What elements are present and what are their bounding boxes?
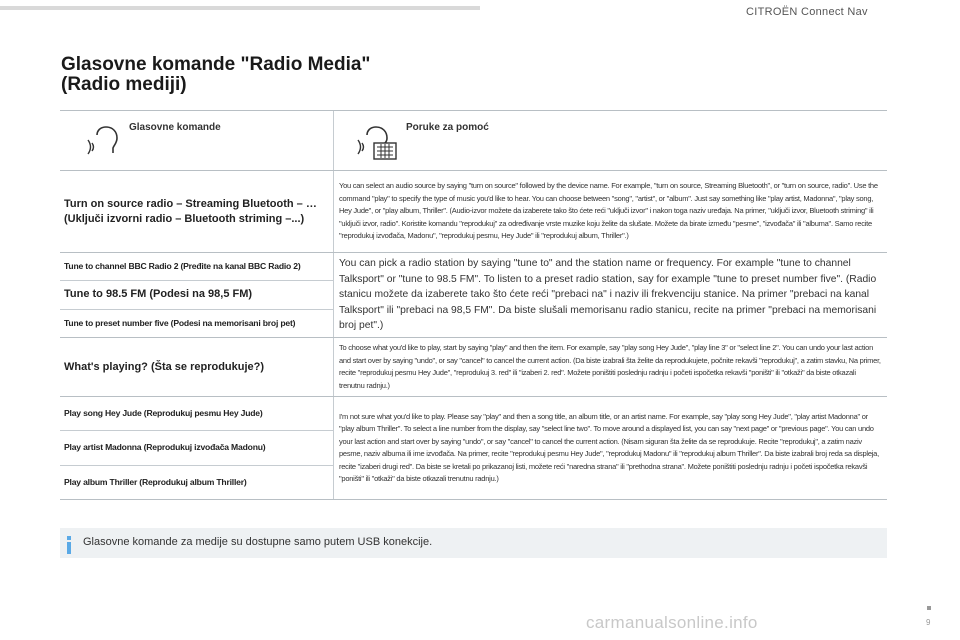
- command-play-song: Play song Hey Jude (Reprodukuj pesmu Hey Jude): [64, 408, 263, 419]
- command-whats-playing: What's playing? (Šta se reprodukuje?): [64, 360, 265, 373]
- table-row-tune: [60, 253, 887, 338]
- page-number: 9: [926, 618, 931, 627]
- info-icon: [62, 536, 76, 554]
- usb-note-text: Glasovne komande za medije su dostupne samo putem USB konekcije.: [83, 536, 433, 548]
- table-row-whats-playing: [60, 338, 887, 397]
- help-message-whats-playing: To choose what you'd like to play, start by saying "play" and then the item. For example, say "play song Hey Jude", "play line 3" or "select line 2". You can undo your last action and start over by saying "undo", or say "cancel" to cancel the current action. (Da biste izabrali šta želite da reprodukujete, počnite rekavši "reprodukuj", a zatim stavku, Na primer, recite "reprodukuj pesmu Hey Jude", "reprodukuj 3. red" ili "izaberi 2. red". Možete poništiti poslednju radnju i početi ispočetka rekavši "poništi" ili "otkaži" da biste otkazali trenutnu radnju.): [339, 343, 881, 390]
- command-turn-on-source: Turn on source radio – Streaming Bluetooth – … (Uključi izvorni radio – Bluetooth striming –...): [64, 197, 317, 225]
- header-label-commands: Glasovne komande: [129, 122, 221, 133]
- header-label-messages: Poruke za pomoć: [406, 122, 489, 133]
- voice-commands-table: [60, 110, 887, 500]
- table-row-source: [60, 171, 887, 253]
- table-row-play: [60, 397, 887, 500]
- command-tune-preset: Tune to preset number five (Podesi na memorisani broj pet): [60, 309, 333, 337]
- help-message-source: You can select an audio source by saying "turn on source" followed by the device name. For example, "turn on source, Streaming Bluetooth", or "turn on source, radio". Use the command "play" to specify the type of music you'd like to hear. You can choose between "song", "artist", or "album". Just say something like "play artist, Madonna", "play song, Hey Jude", or "play album, Thriller". (Audio-izvor možete da izaberete tako što ćete reći "uključi izvor" i nakon toga naziv uređaja. Na primer, "uključi izvor, Bluetooth striming" ili "uključi izvor, radio". Koristite komandu "reprodukuj" za određivanje vrste muzike koju želite da slušate. Možete da birate između "pesme", "izvođača" ili "albuma". Samo recite "reprodukuj izvođača, Madonu", "reprodukuj pesmu, Hey Jude" ili "reprodukuj album, Thriller".): [339, 181, 878, 241]
- command-play-album: Play album Thriller (Reprodukuj album Thriller): [60, 465, 333, 499]
- watermark: carmanualsonline.info: [586, 613, 758, 632]
- page-title: Glasovne komande "Radio Media" (Radio mediji): [61, 54, 371, 95]
- brand-label: CITROËN Connect Nav: [746, 6, 868, 18]
- command-play-artist: Play artist Madonna (Reprodukuj izvođača Madonu): [60, 430, 333, 464]
- usb-note: [60, 528, 887, 558]
- header-cell-messages: [334, 111, 887, 170]
- help-message-tune: You can pick a radio station by saying "tune to" and the station name or frequency. For example "tune to channel Talksport" or "tune to 98.5 FM". To listen to a preset radio station, say for example "tune to preset number five". (Radio stanicu možete da izaberete tako što ćete reći "prebaci na" i naziv ili frekvenciju stanice. Na primer "prebaci na kanal Talksport" ili "prebaci na 98,5 FM". Da biste slušali memorisanu radio stanicu, recite na primer "prebaci na memorisani broj pet".): [339, 258, 877, 332]
- command-tune-channel: Tune to channel BBC Radio 2 (Pređite na kanal BBC Radio 2): [64, 261, 301, 272]
- page-marker: [927, 606, 931, 610]
- table-header: [60, 111, 887, 171]
- header-cell-commands: [60, 111, 334, 170]
- command-tune-frequency: Tune to 98.5 FM (Podesi na 98,5 FM): [60, 280, 333, 308]
- help-messages-icon: [354, 123, 398, 161]
- voice-command-icon: [84, 123, 124, 161]
- header-rule: [0, 6, 480, 10]
- help-message-play: I'm not sure what you'd like to play. Please say "play" and then a song title, an album title, or an artist name. For example, say "play song Hey Jude", "play artist Madonna" or "play album Thriller". To select a line number from the display, say "select line two". To move around a displayed list, you can say "next page" or "previous page". You can undo your last action and start over by saying "undo", or say "cancel" to cancel the current action. (Nisam siguran šta želite da se reprodukuje. Recite "reprodukuj", a zatim naziv pesme, naziv albuma ili ime izvođača. Na primer, recite "reprodukuj pesmu Hey Jude", "reprodukuj Madonu" ili "reprodukuj album Thriller". Da biste izabrali broj reda sa displeja, recite "izaberi drugi red". Da biste se kretali po prikazanoj listi, možete reći "naredna strana" ili "prethodna strana". Možete poništiti poslednju radnju i početi ispočetka rekavši "poništi" ili "otkaži" da biste otkazali trenutnu radnju.): [339, 411, 879, 483]
